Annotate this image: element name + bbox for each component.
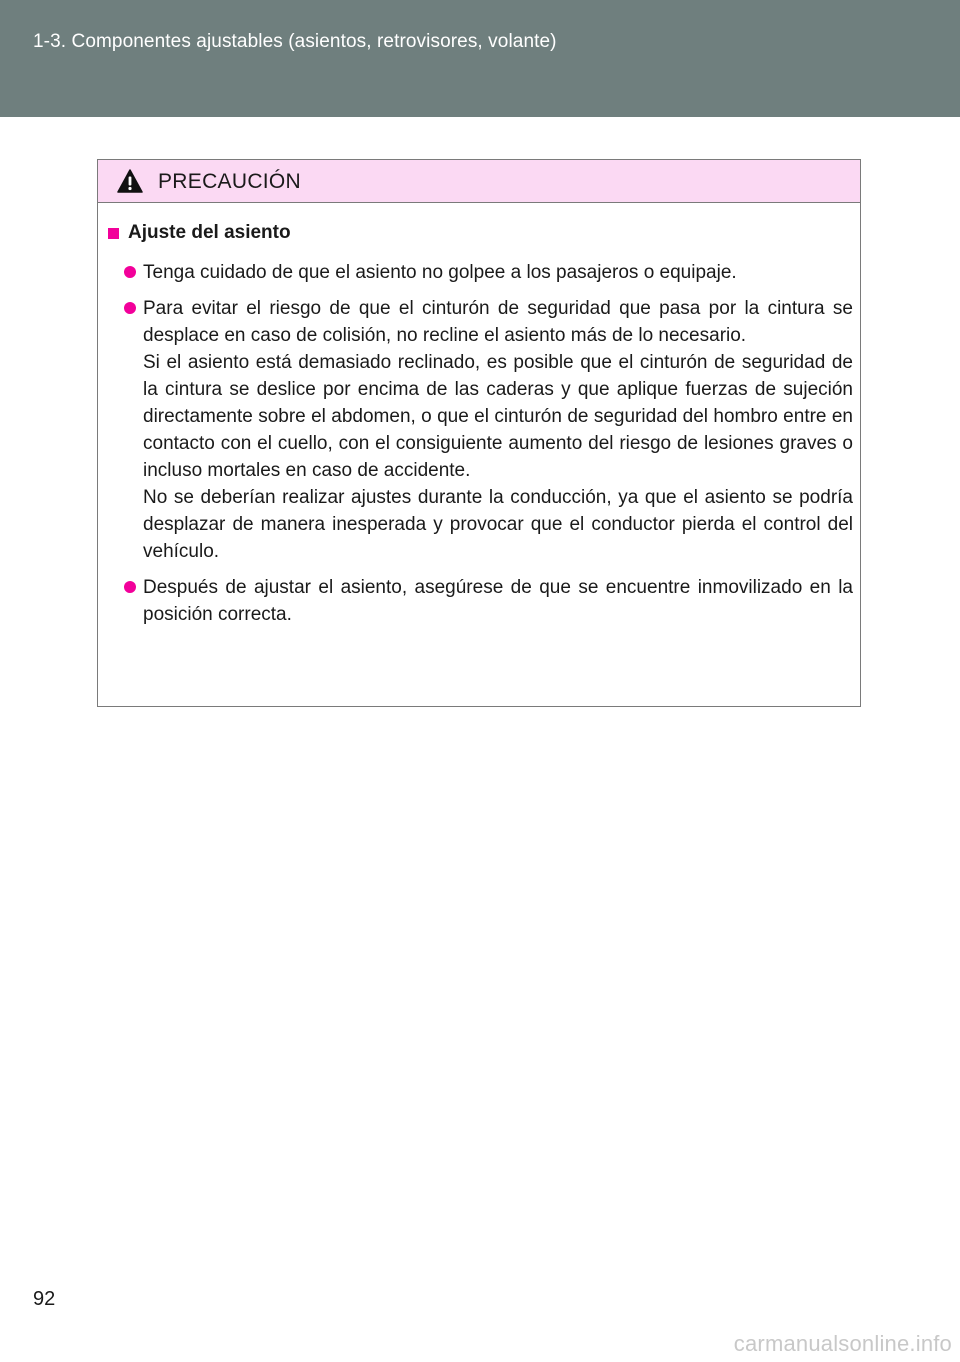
chapter-title: 1-3. Componentes ajustables (asientos, retrovisores, volante) xyxy=(33,31,557,52)
item-paragraph: Para evitar el riesgo de que el cinturón de seguridad que pasa por la cintura se desplace en caso de colisión, no recline el asiento más de lo necesario. xyxy=(143,298,853,346)
caution-box xyxy=(97,159,861,707)
section-heading xyxy=(108,222,291,244)
list-item xyxy=(143,574,853,628)
list-item xyxy=(143,295,853,565)
item-paragraph: Tenga cuidado de que el asiento no golpee a los pasajeros o equipaje. xyxy=(143,262,737,283)
list-item xyxy=(143,259,853,286)
caution-items xyxy=(143,259,853,637)
square-bullet-icon xyxy=(108,228,119,239)
dot-bullet-icon xyxy=(124,302,136,314)
caution-label: PRECAUCIÓN xyxy=(158,170,302,193)
dot-bullet-icon xyxy=(124,266,136,278)
watermark: carmanualsonline.info xyxy=(733,1331,952,1356)
item-paragraph: Después de ajustar el asiento, asegúrese de que se encuentre inmovilizado en la posición correcta. xyxy=(143,577,853,625)
item-paragraph: Si el asiento está demasiado reclinado, es posible que el cinturón de seguridad de la cintura se deslice por encima de las caderas y que aplique fuerzas de sujeción directamente sobre el abdomen, o que el cinturón de seguridad del hombro entre en contacto con el cuello, con el consiguiente aumento del riesgo de lesiones graves o incluso mortales en caso de accidente. xyxy=(143,352,853,481)
dot-bullet-icon xyxy=(124,581,136,593)
item-paragraph: No se deberían realizar ajustes durante la conducción, ya que el asiento se podría desplazar de manera inesperada y provocar que el conductor pierda el control del vehículo. xyxy=(143,487,853,562)
section-heading-text: Ajuste del asiento xyxy=(128,222,291,243)
page-number: 92 xyxy=(33,1288,56,1310)
caution-header xyxy=(98,160,860,203)
header-band xyxy=(0,0,960,117)
warning-triangle-icon xyxy=(117,169,143,193)
